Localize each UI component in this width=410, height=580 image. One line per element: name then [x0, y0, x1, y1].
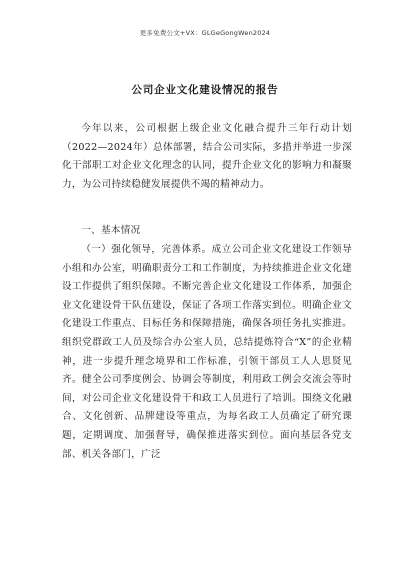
- section-heading-block: [62, 222, 352, 241]
- section-item-paragraph: （一）强化领导，完善体系。成立公司企业文化建设工作领导小组和办公室，明确职责分工和工作制度，为持续推进企业文化建设工作提供了组织保障。不断完善企业文化建设工作体系，加强企业文化建设骨干队伍建设，保证了各项工作落实到位。明确企业文化建设工作重点、目标任务和保障措施，确保各项任务扎实推进。组织党群政工人员及综合办公室人员，总结提炼符合“X”的企业精神，进一步提升理念境界和工作标准，引领干部员工人人思贤见齐。健全公司季度例会、协调会等制度，利用政工例会交流会等时间，对公司企业文化建设骨干和政工人员进行了培训。围绕文化融合、文化创新、品牌建设等重点，为每名政工人员确定了研究课题，定期调度、加强督导，确保推进落实到位。面向基层各党支部、机关各部门，广泛: [62, 244, 352, 460]
- intro-paragraph-block: [62, 120, 352, 194]
- header-note: 更多免费公文+VX：GLGeGongWen2024: [139, 29, 271, 37]
- section-heading: 一、基本情况: [81, 225, 141, 236]
- section-item-block: [62, 241, 352, 464]
- intro-paragraph: 今年以来，公司根据上级企业文化融合提升三年行动计划（2022—2024年）总体部署，结合公司实际，多措并举进一步深化干部职工对企业文化理念的认同，提升企业文化的影响力和凝聚力，为公司持续稳健发展提供不竭的精神动力。: [62, 123, 352, 190]
- document-title: 公司企业文化建设情况的报告: [131, 84, 279, 96]
